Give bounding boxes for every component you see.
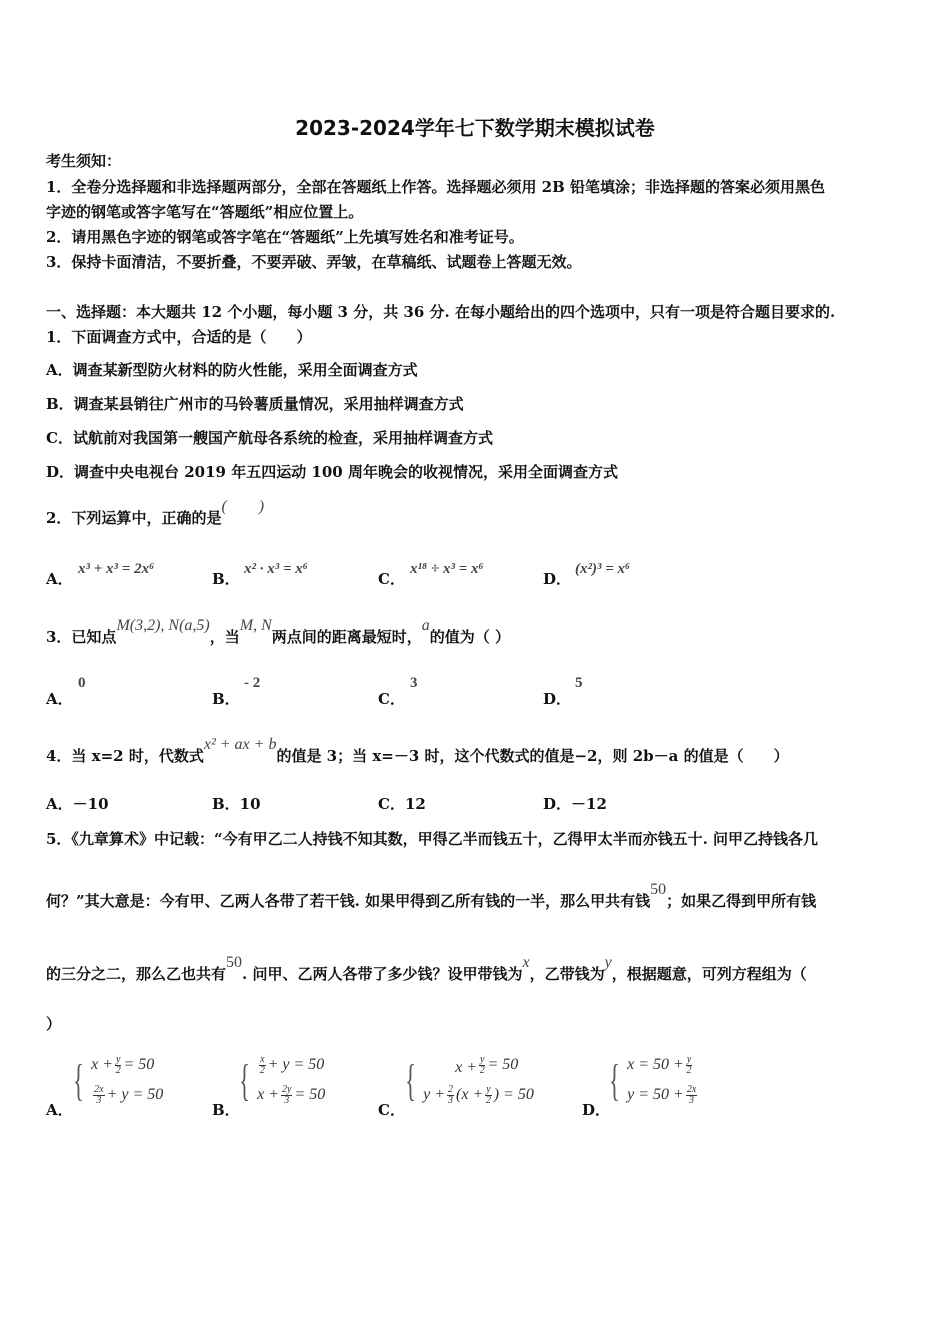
fraction [93, 1085, 104, 1106]
q3-option-label: D． [543, 690, 572, 708]
q5-option-label: B． [212, 1101, 240, 1119]
q1-option-d: D．调查中央电视台 2019 年五四运动 100 周年晚会的收视情况，采用全面调查方式 [46, 463, 618, 481]
denominator: 3 [689, 1094, 695, 1106]
fraction [281, 1085, 292, 1106]
q5-option-system [68, 1050, 163, 1110]
q3-text-a: 3．已知点 [46, 628, 117, 646]
section-heading: 一、选择题：本大题共 12 个小题，每小题 3 分，共 36 分. 在每小题给出的四个选项中，只有一项是符合题目要求的. [46, 303, 836, 321]
equation-text: x + [257, 1086, 280, 1103]
q2-option-expr: x² · x³ = x⁶ [244, 561, 309, 577]
q2-option-expr: x³ + x³ = 2x⁶ [78, 561, 155, 577]
equation [91, 1080, 163, 1110]
numerator: y [486, 1083, 491, 1095]
q4-text-b: 的值是 3；当 x=－3 时，这个代数式的值是−2，则 2b－a 的值是（ ） [276, 747, 789, 765]
notice-line-3: 3．保持卡面清洁，不要折叠，不要弄破、弄皱，在草稿纸、试题卷上答题无效。 [46, 253, 582, 271]
brace-icon: { [609, 1055, 620, 1105]
q1-option-b: B．调查某县销往广州市的马铃薯质量情况，采用抽样调查方式 [46, 395, 464, 413]
equation [91, 1050, 163, 1080]
q1-option-a: A．调查某新型防火材料的防火性能，采用全面调查方式 [46, 361, 418, 379]
equation-text: = 50 [294, 1086, 326, 1103]
notice-heading: 考生须知： [46, 152, 122, 170]
q5-var-y: y [604, 954, 612, 971]
q3-option-value: 0 [78, 675, 86, 691]
denominator: 2 [479, 1064, 485, 1076]
fraction [686, 1055, 692, 1076]
numerator: 2x [686, 1083, 697, 1095]
fraction [447, 1085, 454, 1106]
q2-option-label: A． [46, 570, 73, 588]
equation-text: + y = 50 [267, 1056, 325, 1073]
q3-var: a [421, 617, 430, 634]
q5-option-system [604, 1050, 699, 1110]
denominator: 2 [259, 1064, 265, 1076]
fraction [259, 1055, 265, 1076]
q1-stem: 1．下面调查方式中，合适的是（ ） [46, 328, 312, 346]
q2-option-expr: (x²)³ = x⁶ [575, 561, 631, 577]
equation-text: + y = 50 [106, 1086, 164, 1103]
q3-option-value: 3 [410, 675, 418, 691]
equation-text: y = 50 + [627, 1086, 684, 1103]
brace-icon: { [239, 1055, 250, 1105]
q5-value-50: 50 [226, 954, 243, 971]
equation [627, 1080, 699, 1110]
q2-option-label: C． [378, 570, 405, 588]
q3-text-d: 的值为（ ） [429, 628, 511, 646]
denominator: 3 [284, 1094, 290, 1106]
q5-option-label: D． [582, 1101, 611, 1119]
q5-option-label: C． [378, 1101, 405, 1119]
q3-option-label: B． [212, 690, 240, 708]
equation [627, 1050, 699, 1080]
equation-text: x + [423, 1058, 478, 1076]
q3-option-label: C． [378, 690, 405, 708]
numerator: y [686, 1053, 692, 1065]
brace-icon: { [73, 1055, 84, 1105]
q3-stem [46, 617, 511, 648]
q4-option-b: B．10 [212, 795, 261, 813]
numerator: y [480, 1053, 485, 1065]
q5-text: 何？”其大意是：今有甲、乙两人各带了若干钱. 如果甲得到乙所有钱的一半，那么甲共有钱 [46, 892, 651, 910]
q5-line-3 [46, 954, 807, 985]
q2-stem-text: 2．下列运算中，正确的是 [46, 509, 222, 527]
q4-stem [46, 736, 789, 767]
numerator: y [116, 1053, 121, 1065]
q4-option-a: A．－10 [46, 795, 109, 813]
equation-text: x = 50 + [627, 1056, 684, 1073]
q3-points: M(3,2), N(a,5) [116, 617, 210, 634]
equation-text: y + [423, 1086, 446, 1103]
q5-line-4: ） [46, 1015, 62, 1033]
q5-text: 的三分之二，那么乙也共有 [46, 965, 227, 983]
q5-line-2 [46, 881, 817, 912]
q4-option-c: C．12 [378, 795, 426, 813]
fraction [485, 1085, 491, 1106]
q2-option-expr: x¹⁸ ÷ x³ = x⁶ [410, 561, 484, 577]
equation-rows [627, 1050, 699, 1110]
q3-option-label: A． [46, 690, 73, 708]
denominator: 2 [115, 1064, 121, 1076]
q5-option-system [234, 1050, 325, 1110]
q5-line-1: 5．《九章算术》中记载：“今有甲乙二人持钱不知其数，甲得乙半而钱五十，乙得甲太半而亦钱五十. 问甲乙持钱各几 [46, 830, 819, 848]
q3-option-value: 5 [575, 675, 583, 691]
equation [257, 1080, 325, 1110]
q5-option-system [400, 1050, 534, 1110]
numerator: x [260, 1053, 265, 1065]
q5-value-50: 50 [650, 881, 667, 898]
q2-option-label: D． [543, 570, 572, 588]
numerator: 2y [282, 1083, 292, 1095]
q3-text-c: 两点间的距离最短时， [271, 628, 422, 646]
q5-text: ；如果乙得到甲所有钱 [666, 892, 817, 910]
q3-mn: M, N [239, 617, 272, 634]
q2-paren: ( ) [221, 498, 265, 515]
notice-line-2: 2．请用黑色字迹的钢笔或答字笔在“答题纸”上先填写姓名和准考证号。 [46, 228, 524, 246]
fraction [686, 1085, 697, 1106]
equation [423, 1050, 534, 1080]
equation-rows [257, 1050, 325, 1110]
equation [423, 1080, 534, 1110]
q4-text-a: 4．当 x=2 时，代数式 [46, 747, 204, 765]
equation-text: ) = 50 [493, 1086, 534, 1103]
q3-text-b: ，当 [209, 628, 240, 646]
denominator: 3 [96, 1094, 102, 1106]
fraction [479, 1055, 485, 1076]
q5-text: ，根据题意，可列方程组为（ [611, 965, 807, 983]
denominator: 2 [485, 1094, 491, 1106]
equation [257, 1050, 325, 1080]
q5-text: ，乙带钱为 [529, 965, 605, 983]
q5-option-label: A． [46, 1101, 73, 1119]
equation-text: = 50 [487, 1056, 519, 1073]
denominator: 3 [448, 1094, 454, 1106]
denominator: 2 [686, 1064, 692, 1076]
equation-text: x + [91, 1056, 114, 1073]
equation-rows [423, 1050, 534, 1110]
q5-text: . 问甲、乙两人各带了多少钱？设甲带钱为 [242, 965, 523, 983]
notice-line-1-cont: 字迹的钢笔或答字笔写在“答题纸”相应位置上。 [46, 203, 364, 221]
fraction [115, 1055, 121, 1076]
q5-var-x: x [522, 954, 530, 971]
q3-option-value: - 2 [244, 675, 261, 691]
q2-stem [46, 498, 265, 529]
notice-line-1: 1．全卷分选择题和非选择题两部分，全部在答题纸上作答。选择题必须用 2B 铅笔填涂；非选择题的答案必须用黑色 [46, 178, 826, 196]
page-title: 2023-2024学年七下数学期末模拟试卷 [295, 116, 655, 140]
numerator: 2 [448, 1083, 454, 1095]
q2-option-label: B． [212, 570, 240, 588]
q1-option-c: C．试航前对我国第一艘国产航母各系统的检查，采用抽样调查方式 [46, 429, 493, 447]
numerator: 2x [94, 1083, 104, 1095]
equation-rows [91, 1050, 163, 1110]
brace-icon: { [405, 1055, 416, 1105]
equation-text: = 50 [123, 1056, 155, 1073]
equation-text: (x + [456, 1086, 484, 1103]
q4-expr: x² + ax + b [203, 736, 277, 753]
q4-option-d: D．－12 [543, 795, 607, 813]
